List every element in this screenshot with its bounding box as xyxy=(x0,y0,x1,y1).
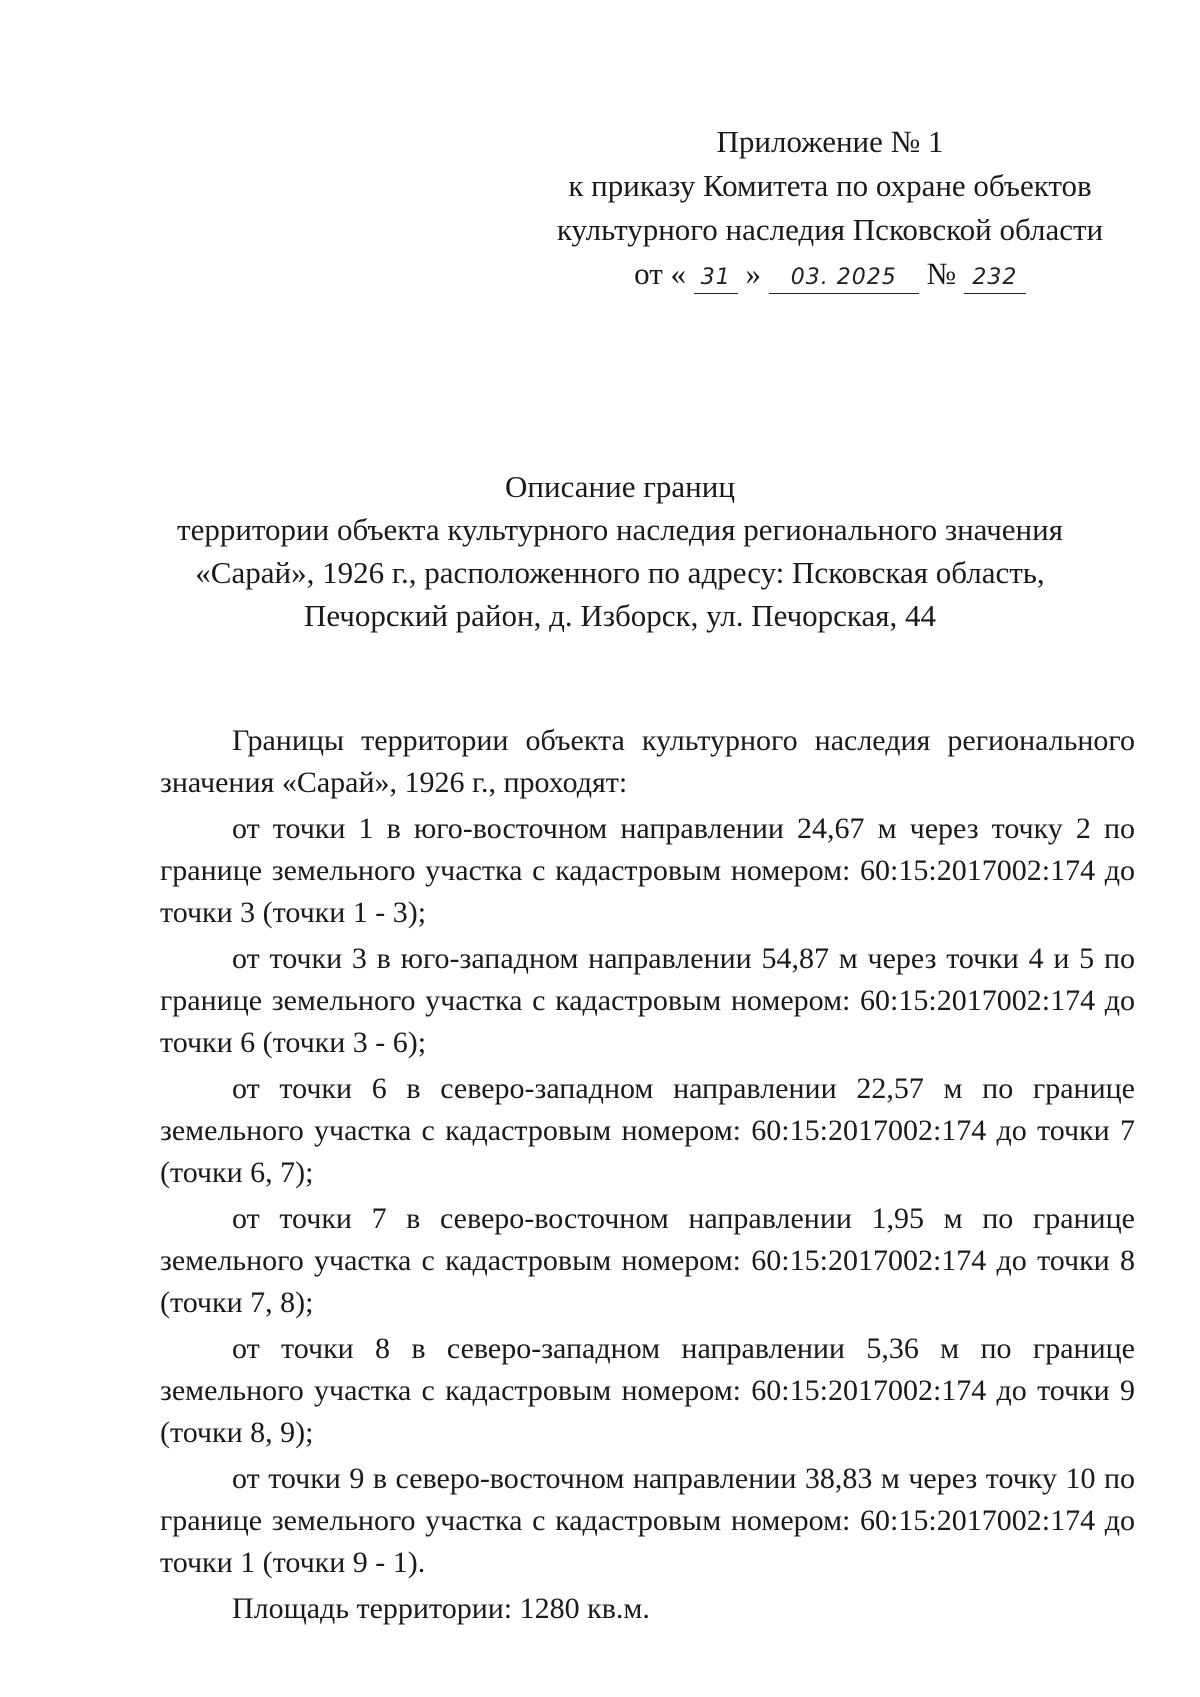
document-title xyxy=(120,465,1120,637)
title-line-3: «Сарай», 1926 г., расположенного по адресу: Псковская область, xyxy=(195,555,1045,590)
boundary-segment: от точки 6 в северо-западном направлении 22,57 м по границе земельного участка с кадастровым номером: 60:15:2017002:174 до точки 7 (точки 6, 7); xyxy=(160,1072,1135,1189)
boundary-segment: от точки 3 в юго-западном направлении 54,87 м через точки 4 и 5 по границе земельного участка с кадастровым номером: 60:15:2017002:174 до точки 6 (точки 3 - 6); xyxy=(160,942,1135,1059)
title-line-2: территории объекта культурного наследия регионального значения xyxy=(177,512,1063,547)
boundary-segment: от точки 7 в северо-восточном направлении 1,95 м по границе земельного участка с кадастровым номером: 60:15:2017002:174 до точки 8 (точки 7, 8); xyxy=(160,1202,1135,1319)
handwritten-order-number: 232 xyxy=(964,263,1026,294)
boundary-segment: от точки 8 в северо-западном направлении 5,36 м по границе земельного участка с кадастровым номером: 60:15:2017002:174 до точки 9 (точки 8, 9); xyxy=(160,1332,1135,1449)
order-date-line xyxy=(520,252,1140,296)
handwritten-day: 31 xyxy=(694,263,738,294)
date-quote-close: » xyxy=(745,256,762,291)
title-line-4: Печорский район, д. Изборск, ул. Печорская, 44 xyxy=(303,598,937,633)
number-label: № xyxy=(926,256,957,291)
territory-area: Площадь территории: 1280 кв.м. xyxy=(232,1592,650,1625)
order-reference-line: к приказу Комитета по охране объектов xyxy=(568,168,1092,203)
boundary-segment: от точки 1 в юго-восточном направлении 24,67 м через точку 2 по границе земельного участка с кадастровым номером: 60:15:2017002:174 до точки 3 (точки 1 - 3); xyxy=(160,812,1135,929)
appendix-header xyxy=(520,120,1140,296)
appendix-number: Приложение № 1 xyxy=(716,124,944,159)
committee-name-line: культурного наследия Псковской области xyxy=(556,212,1104,247)
handwritten-date: 03. 2025 xyxy=(769,263,919,294)
title-line-1: Описание границ xyxy=(505,469,735,504)
date-prefix: от « xyxy=(634,256,687,291)
document-body xyxy=(160,720,1135,1634)
intro-paragraph: Границы территории объекта культурного наследия регионального значения «Сарай», 1926 г., проходят: xyxy=(160,724,1135,799)
boundary-segment: от точки 9 в северо-восточном направлении 38,83 м через точку 10 по границе земельного участка с кадастровым номером: 60:15:2017002:174 до точки 1 (точки 9 - 1). xyxy=(160,1462,1135,1579)
